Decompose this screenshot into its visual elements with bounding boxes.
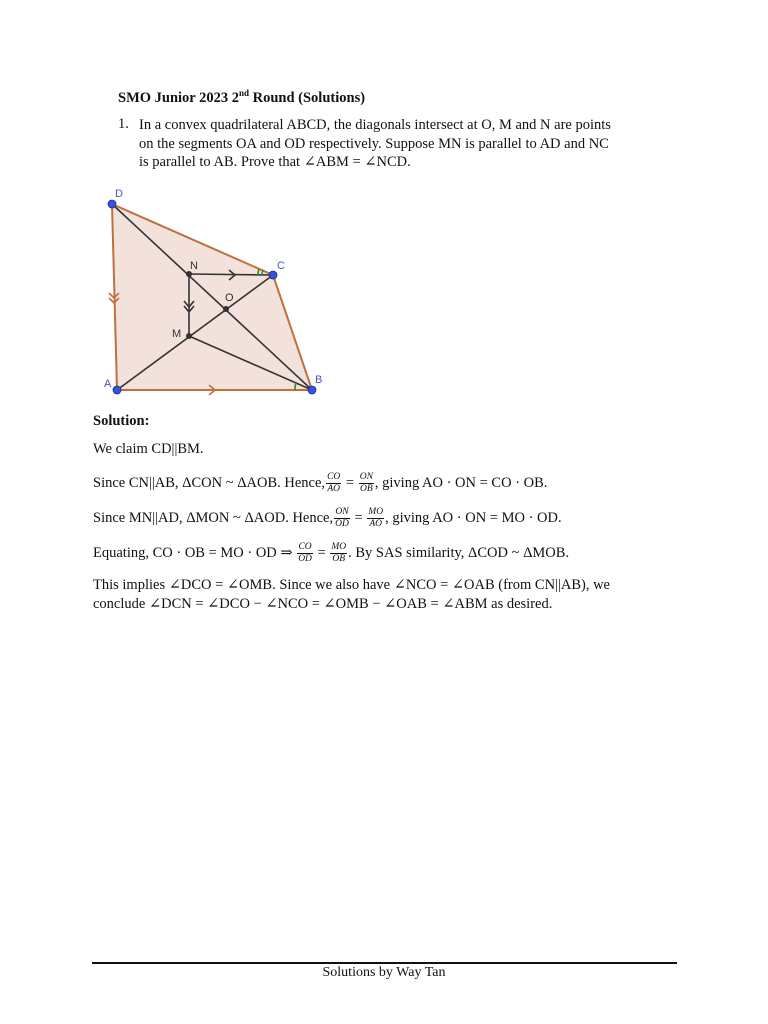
fraction: $\frac{CO}{OD}$ [298,542,312,564]
problem-text-line: is parallel to AB. Prove that ∠ABM = ∠NCD. [139,154,411,170]
solution-line-5: conclude ∠DCN = ∠DCO − ∠NCO = ∠OMB − ∠OAB = ∠ABM as desired. [93,596,553,612]
fraction: $\frac{ON}{OD}$ [335,507,349,529]
fraction: $\frac{ON}{OB}$ [359,472,373,494]
solution-line-2: Since MN||AD, ΔMON ~ ΔAOD. Hence, $\frac{ON}{OD}$ = $\frac{MO}{AO}$ , giving AO · ON = MO · OD. [93,507,562,529]
point-a [113,386,121,394]
label-n: N [190,260,198,272]
label-m: M [172,328,182,340]
footer-text: Solutions by Way Tan [322,965,446,980]
problem-number: 1. [118,116,129,132]
point-d [108,200,116,208]
segment-nc [189,274,273,275]
problem-text-line: on the segments OA and OD respectively. Suppose MN is parallel to AD and NC [139,135,609,152]
fraction: $\frac{MO}{OB}$ [331,542,347,564]
solution-heading: Solution: [93,413,150,429]
point-m [186,333,192,339]
point-o [223,306,229,312]
fraction: $\frac{CO}{AO}$ [327,472,341,494]
point-b [308,386,316,394]
label-d: D [115,188,123,200]
footer-divider [92,962,677,964]
problem-text [139,116,679,172]
solution-line-4: This implies ∠DCO = ∠OMB. Since we also have ∠NCO = ∠OAB (from CN||AB), we [93,577,610,593]
solution-line-1: Since CN||AB, ΔCON ~ ΔAOB. Hence, $\frac{CO}{AO}$ = $\frac{ON}{OB}$ , giving AO · ON = CO · OB. [93,472,548,494]
geometry-diagram [95,180,345,405]
page-title: SMO Junior 2023 2nd Round (Solutions) [118,88,366,106]
label-b: B [315,374,323,386]
label-a: A [104,378,112,390]
label-c: C [277,260,285,272]
geometry-figure [95,180,345,410]
solution-claim: We claim CD||BM. [93,441,204,457]
solution-line-3: Equating, CO · OB = MO · OD ⇒ $\frac{CO}{OD}$ = $\frac{MO}{OB}$ . By SAS similarity, ΔCOD ~ ΔMOB. [93,542,570,564]
problem-text-line: In a convex quadrilateral ABCD, the diagonals intersect at O, M and N are points [139,117,611,133]
point-c [269,271,277,279]
fraction: $\frac{MO}{AO}$ [368,507,384,529]
label-o: O [225,292,234,304]
